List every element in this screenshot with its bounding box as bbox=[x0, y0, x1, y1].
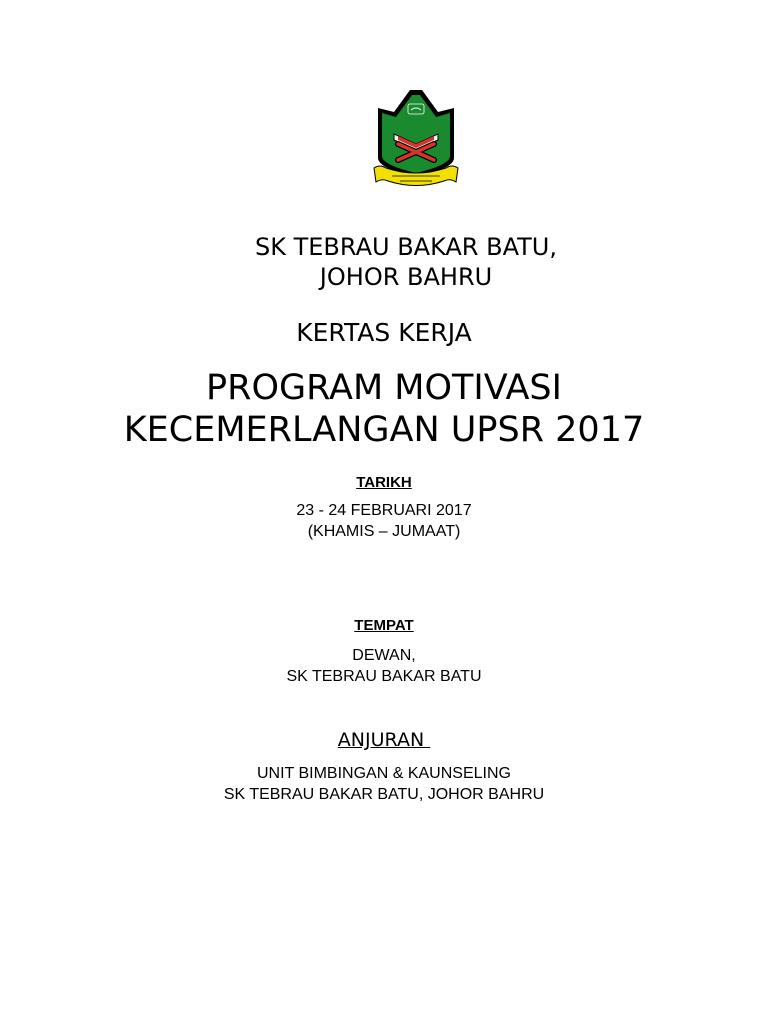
anjuran-value bbox=[0, 763, 768, 805]
program-title-line1: PROGRAM MOTIVASI bbox=[206, 368, 562, 408]
kertas-kerja-heading: KERTAS KERJA bbox=[296, 318, 472, 347]
tempat-line2: SK TEBRAU BAKAR BATU bbox=[286, 668, 482, 685]
school-name-line1: SK TEBRAU BAKAR BATU, bbox=[254, 233, 557, 261]
tarikh-date: 23 - 24 FEBRUARI 2017 bbox=[296, 502, 472, 519]
anjuran-label: ANJURAN bbox=[337, 729, 431, 751]
tarikh-value bbox=[0, 500, 768, 542]
anjuran-line1: UNIT BIMBINGAN & KAUNSELING bbox=[257, 765, 511, 782]
tarikh-days: (KHAMIS – JUMAAT) bbox=[307, 523, 461, 540]
tempat-line1: DEWAN, bbox=[352, 647, 416, 664]
program-title bbox=[0, 367, 768, 451]
anjuran-line2: SK TEBRAU BAKAR BATU, JOHOR BAHRU bbox=[223, 786, 545, 803]
tempat-label: TEMPAT bbox=[354, 617, 414, 634]
school-name-line2: JOHOR BAHRU bbox=[319, 263, 493, 291]
tempat-value bbox=[0, 645, 768, 687]
program-title-line2: KECEMERLANGAN UPSR 2017 bbox=[123, 410, 645, 450]
school-crest-icon bbox=[372, 86, 460, 190]
school-name bbox=[22, 232, 768, 292]
tarikh-label: TARIKH bbox=[356, 474, 412, 491]
